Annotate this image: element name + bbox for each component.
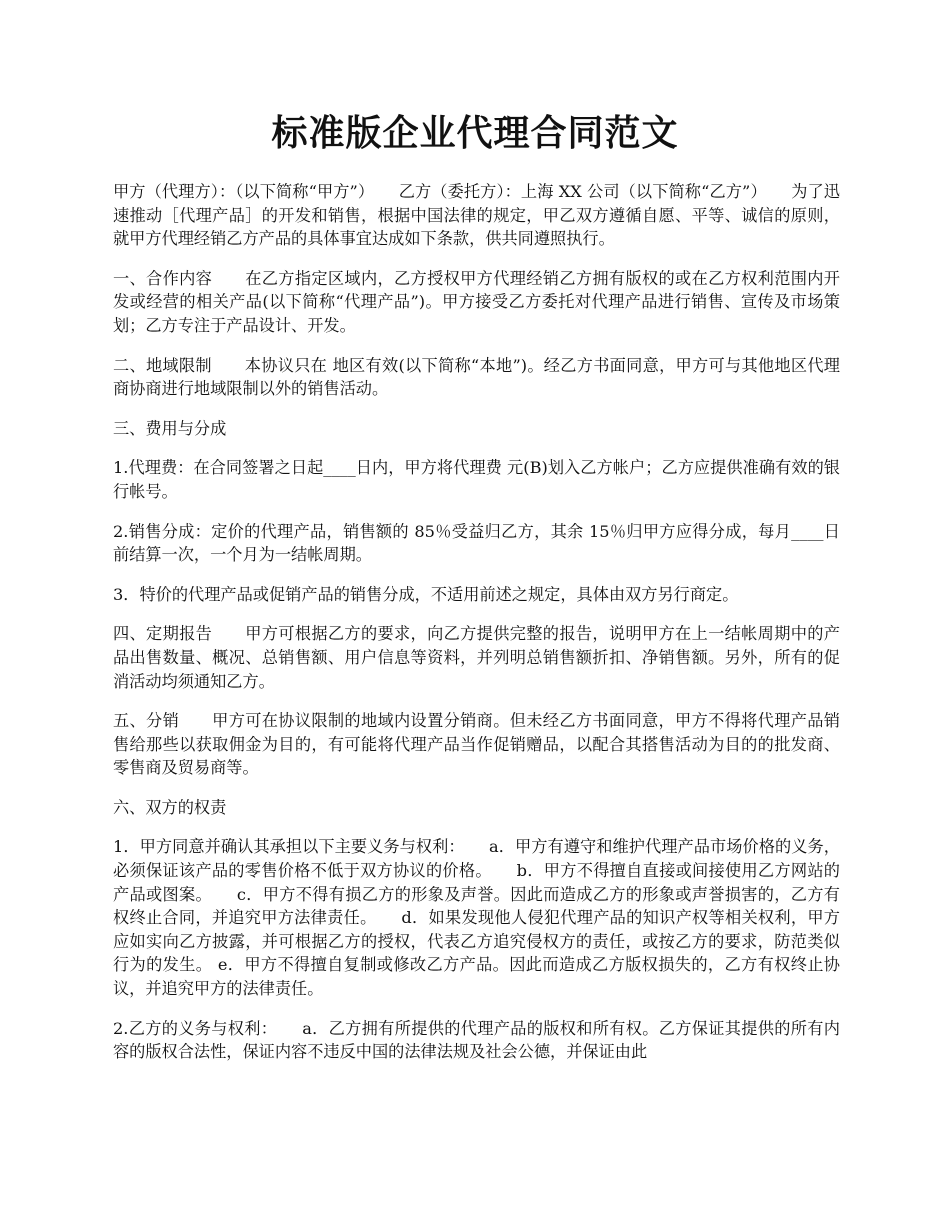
section-distribution: 五、分销 甲方可在协议限制的地域内设置分销商。但未经乙方书面同意，甲方不得将代理产品销售给那些以获取佣金为目的，有可能将代理产品当作促销赠品，以配合其搭售活动为目的的批发商、零售商及贸易商等。	[113, 711, 840, 778]
document-title: 标准版企业代理合同范文	[271, 112, 679, 154]
section-rights-heading: 六、双方的权责	[113, 797, 227, 817]
section-cooperation-content: 一、合作内容 在乙方指定区域内，乙方授权甲方代理经销乙方拥有版权的或在乙方权利范围内开发或经营的相关产品(以下简称“代理产品”)。甲方接受乙方委托对代理产品进行销售、宣传及市场策划；乙方专注于产品设计、开发。	[113, 268, 840, 335]
section-fees-heading: 三、费用与分成	[113, 418, 227, 438]
clause-sales-share: 2.销售分成：定价的代理产品，销售额的 85％受益归乙方，其余 15％归甲方应得分成，每月____日前结算一次，一个月为一结帐周期。	[113, 521, 840, 565]
section-periodic-report: 四、定期报告 甲方可根据乙方的要求，向乙方提供完整的报告，说明甲方在上一结帐周期中的产品出售数量、概况、总销售额、用户信息等资料，并列明总销售额折扣、净销售额。另外，所有的促消活动均须通知乙方。	[113, 624, 840, 691]
section-territory-limit: 二、地域限制 本协议只在 地区有效(以下简称“本地”)。经乙方书面同意，甲方可与其他地区代理商协商进行地域限制以外的销售活动。	[113, 355, 840, 399]
clause-party-a-obligations: 1．甲方同意并确认其承担以下主要义务与权利： a．甲方有遵守和维护代理产品市场价格的义务，必须保证该产品的零售价格不低于双方协议的价格。 b．甲方不得擅自直接或间接使用乙方网站的产品或图案。 c．甲方不得有损乙方的形象及声誉。因此而造成乙方的形象或声誉损害的，乙方有权终止合同，并追究甲方法律责任。 d．如果发现他人侵犯代理产品的知识产权等相关权利，甲方应如实向乙方披露，并可根据乙方的授权，代表乙方追究侵权方的责任，或按乙方的要求，防范类似行为的发生。 e．甲方不得擅自复制或修改乙方产品。因此而造成乙方版权损失的，乙方有权终止协议，并追究甲方的法律责任。	[113, 837, 840, 999]
clause-agency-fee: 1.代理费：在合同签署之日起____日内，甲方将代理费 元(B)划入乙方帐户；乙方应提供准确有效的银行帐号。	[113, 458, 840, 501]
intro-paragraph: 甲方（代理方）：（以下简称“甲方”） 乙方（委托方）：上海 XX 公司（以下简称“乙方”） 为了迅速推动［代理产品］的开发和销售，根据中国法律的规定，甲乙双方遵循自愿、平等、诚信的原则，就甲方代理经销乙方产品的具体事宜达成如下条款，供共同遵照执行。	[113, 182, 840, 249]
document-body	[113, 180, 840, 1080]
clause-special-price: 3．特价的代理产品或促销产品的销售分成，不适用前述之规定，具体由双方另行商定。	[113, 584, 739, 604]
clause-party-b-obligations: 2.乙方的义务与权利： a．乙方拥有所提供的代理产品的版权和所有权。乙方保证其提供的所有内容的版权合法性，保证内容不违反中国的法律法规及社会公德，并保证由此	[113, 1018, 840, 1062]
